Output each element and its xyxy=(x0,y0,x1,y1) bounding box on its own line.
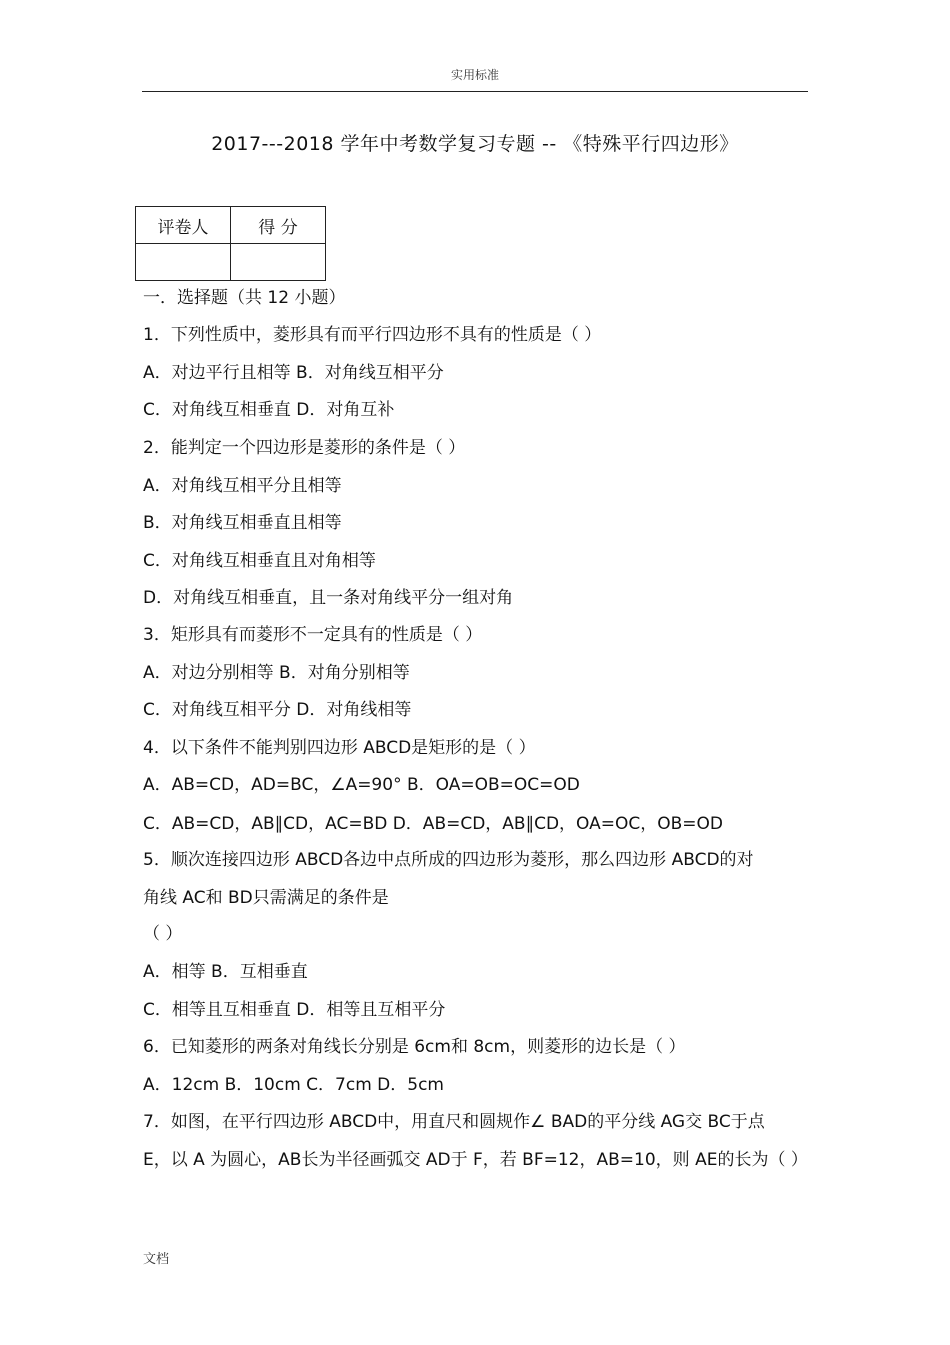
document-title: 2017---2018 学年中考数学复习专题 -- 《特殊平行四边形》 xyxy=(211,133,739,155)
score-table-grader-header: 评卷人 xyxy=(136,207,231,244)
question-7-stem-line1: 7．如图，在平行四边形 ABCD中，用直尺和圆规作∠ BAD的平分线 AG交 BC于点 xyxy=(143,1112,765,1132)
question-3-stem: 3．矩形具有而菱形不一定具有的性质是（ ） xyxy=(143,625,483,645)
score-table-score-cell xyxy=(231,244,326,281)
question-2-stem: 2．能判定一个四边形是菱形的条件是（ ） xyxy=(143,438,466,458)
question-4-stem: 4．以下条件不能判别四边形 ABCD是矩形的是（ ） xyxy=(143,738,536,758)
page-footer: 文档 xyxy=(143,1252,170,1267)
score-table-grader-cell xyxy=(136,244,231,281)
question-2-option-a: A．对角线互相平分且相等 xyxy=(143,476,342,496)
question-7-stem-line2: E，以 A 为圆心，AB长为半径画弧交 AD于 F，若 BF=12，AB=10，则 AE的长为（ ） xyxy=(143,1150,808,1170)
question-5-stem-line2: 角线 AC和 BD只需满足的条件是 xyxy=(143,888,389,908)
score-table-score-header: 得 分 xyxy=(231,207,326,244)
question-6-options: A．12cm B．10cm C．7cm D．5cm xyxy=(143,1075,444,1095)
question-1-stem: 1．下列性质中，菱形具有而平行四边形不具有的性质是（ ） xyxy=(143,325,602,345)
question-1-options-cd: C．对角线互相垂直 D．对角互补 xyxy=(143,400,395,420)
question-5-answer-bracket: （ ） xyxy=(143,924,183,944)
question-2-option-d: D．对角线互相垂直，且一条对角线平分一组对角 xyxy=(143,588,514,608)
question-5-options-cd: C．相等且互相垂直 D．相等且互相平分 xyxy=(143,1000,446,1020)
question-2-option-c: C．对角线互相垂直且对角相等 xyxy=(143,551,376,571)
section-heading: 一．选择题（共 12 小题） xyxy=(143,288,346,308)
question-3-options-cd: C．对角线互相平分 D．对角线相等 xyxy=(143,700,412,720)
question-4-options-ab: A．AB=CD，AD=BC，∠A=90° B．OA=OB=OC=OD xyxy=(143,775,580,795)
question-2-option-b: B．对角线互相垂直且相等 xyxy=(143,513,342,533)
question-1-options-ab: A．对边平行且相等 B．对角线互相平分 xyxy=(143,363,444,383)
header-divider xyxy=(142,91,808,92)
score-table xyxy=(135,206,326,281)
question-3-options-ab: A．对边分别相等 B．对角分别相等 xyxy=(143,663,410,683)
page-header: 实用标准 xyxy=(450,68,499,82)
question-6-stem: 6．已知菱形的两条对角线长分别是 6cm和 8cm，则菱形的边长是（ ） xyxy=(143,1037,686,1057)
question-5-options-ab: A．相等 B．互相垂直 xyxy=(143,962,308,982)
question-4-options-cd: C．AB=CD，AB∥CD，AC=BD D．AB=CD，AB∥CD，OA=OC，OB=OD xyxy=(143,814,724,834)
question-5-stem-line1: 5．顺次连接四边形 ABCD各边中点所成的四边形为菱形，那么四边形 ABCD的对 xyxy=(143,850,754,870)
